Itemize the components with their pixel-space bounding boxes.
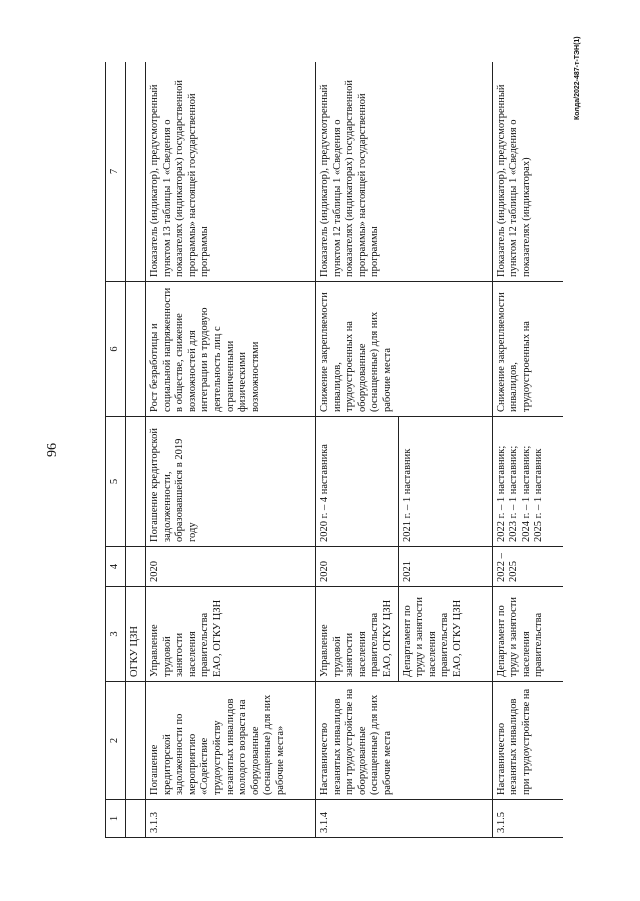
table-viewport bbox=[105, 62, 563, 838]
measure-name: Наставничество незанятых инвалидов при трудоустройстве на оборудованные (оснащенные) для них рабочие места bbox=[316, 682, 493, 800]
expected-result: Погашение кредиторской задолженности, образовавшейся в 2019 году bbox=[146, 417, 316, 547]
indicator-link: Показатель (индикатор), предусмотренный пунктом 13 таблицы 1 «Сведения о показателях (индикаторах) государственной программы» настоящей государственной программы bbox=[146, 62, 316, 282]
row-number: 3.1.3 bbox=[146, 800, 316, 838]
consequences: Рост безработицы и социальной напряженности в обществе, снижение возможностей для интеграции в трудовую деятельность лиц с ограниченными физическими возможностями bbox=[146, 282, 316, 417]
expected-result: 2020 г. – 4 наставника bbox=[316, 417, 399, 547]
year: 2020 bbox=[146, 547, 316, 587]
consequences: Снижение закрепляемости инвалидов, трудоустроенных на оборудованные (оснащенные) для них рабочие места bbox=[316, 282, 493, 417]
executor: Управление трудовой занятости населения правительства ЕАО, ОГКУ ЦЗН bbox=[316, 587, 399, 682]
table-header-row bbox=[106, 62, 126, 838]
header-col-5: 5 bbox=[106, 417, 126, 547]
empty-cell bbox=[126, 547, 146, 587]
header-col-3: 3 bbox=[106, 587, 126, 682]
program-measures-table bbox=[105, 62, 563, 838]
table-row-3-1-3 bbox=[146, 62, 316, 838]
org-continuation-row bbox=[126, 62, 146, 838]
measure-name: Наставничество незанятых инвалидов при трудоустройстве на bbox=[492, 682, 563, 800]
empty-cell bbox=[126, 800, 146, 838]
table-row-3-1-5 bbox=[492, 62, 563, 838]
expected-result: 2021 г. – 1 наставник bbox=[398, 417, 492, 547]
result-line: 2023 г. – 1 наставник; bbox=[508, 445, 520, 542]
org-cell: ОГКУ ЦЗН bbox=[126, 587, 146, 682]
executor: Департамент по труду и занятости населения правительства bbox=[492, 587, 563, 682]
page-number: 96 bbox=[45, 443, 60, 457]
year: 2021 bbox=[398, 547, 492, 587]
header-col-7: 7 bbox=[106, 62, 126, 282]
indicator-link: Показатель (индикатор), предусмотренный пунктом 12 таблицы 1 «Сведения о показателях (индикаторах) bbox=[492, 62, 563, 282]
row-number: 3.1.5 bbox=[492, 800, 563, 838]
measure-name: Погашение кредиторской задолженности по мероприятию «Содействие трудоустройству незанятых инвалидов молодого возраста на оборудованные (оснащенные) для них рабочие места» bbox=[146, 682, 316, 800]
year: 2022 – 2025 bbox=[492, 547, 563, 587]
executor: Управление трудовой занятости населения правительства ЕАО, ОГКУ ЦЗН bbox=[146, 587, 316, 682]
result-line: 2024 г. – 1 наставник; bbox=[520, 445, 532, 542]
row-number: 3.1.4 bbox=[316, 800, 493, 838]
empty-cell bbox=[126, 62, 146, 282]
consequences: Снижение закрепляемости инвалидов, трудоустроенных на bbox=[492, 282, 563, 417]
empty-cell bbox=[126, 282, 146, 417]
document-footer-code: Колда/2022-487-т-ТЭН(1) bbox=[574, 36, 581, 120]
header-col-2: 2 bbox=[106, 682, 126, 800]
year: 2020 bbox=[316, 547, 399, 587]
result-line: 2022 г. – 1 наставник; bbox=[495, 445, 507, 542]
header-col-4: 4 bbox=[106, 547, 126, 587]
header-col-1: 1 bbox=[106, 800, 126, 838]
expected-result bbox=[492, 417, 563, 547]
result-line: 2025 г. – 1 наставник bbox=[533, 448, 545, 542]
rotated-table-container bbox=[105, 62, 563, 838]
header-col-6: 6 bbox=[106, 282, 126, 417]
table-row-3-1-4-a bbox=[316, 62, 399, 838]
empty-cell bbox=[126, 417, 146, 547]
empty-cell bbox=[126, 682, 146, 800]
executor: Департамент по труду и занятости населения правительства ЕАО, ОГКУ ЦЗН bbox=[398, 587, 492, 682]
indicator-link: Показатель (индикатор), предусмотренный пунктом 12 таблицы 1 «Сведения о показателях (индикаторах) государственной программы» настоящей государственной программы bbox=[316, 62, 493, 282]
